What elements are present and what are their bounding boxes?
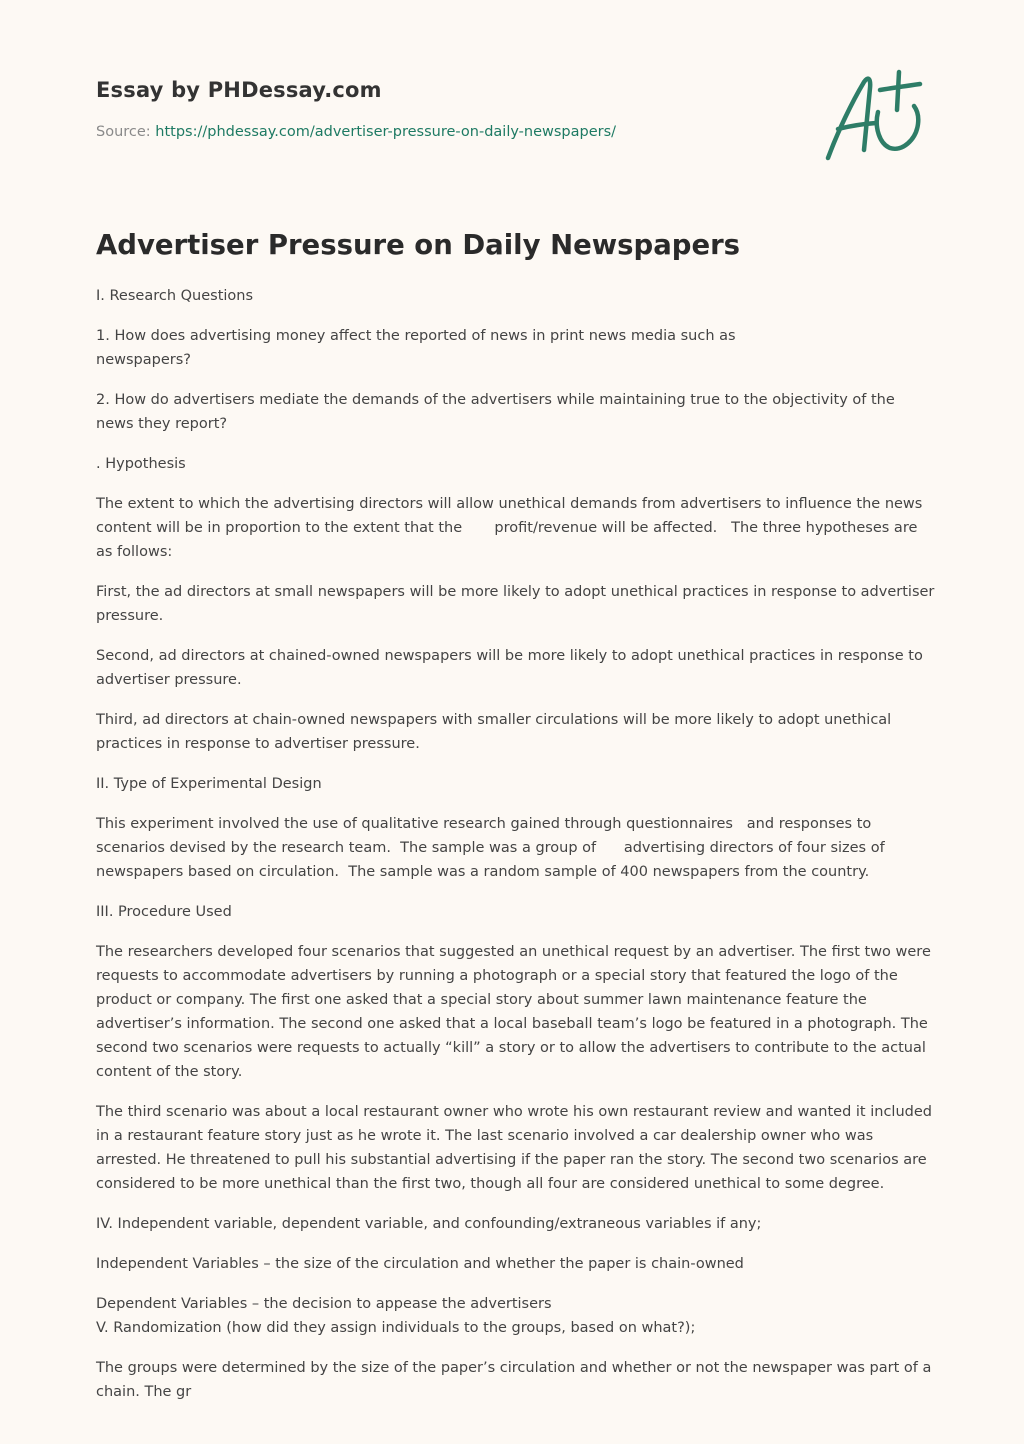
a-plus-logo-icon	[818, 66, 930, 170]
section-heading: IV. Independent variable, dependent variable, and confounding/extraneous variables if any;	[96, 1216, 762, 1232]
section-heading: III. Procedure Used	[96, 904, 232, 920]
essay-body	[96, 284, 936, 1420]
body-paragraph: The researchers developed four scenarios that suggested an unethical request by an advertiser. The first two were requests to accommodate advertisers by running a photograph or a special story that featured the logo of the product or company. The first one asked that a special story about summer lawn maintenance feature the advertiser’s information. The second one asked that a local baseball team’s logo be featured in a photograph. The second two scenarios were requests to actually “kill” a story or to allow the advertisers to contribute to the actual content of the story.	[96, 944, 931, 1080]
body-paragraph: Independent Variables – the size of the circulation and whether the paper is chain-owned	[96, 1256, 744, 1272]
body-paragraph: Third, ad directors at chain-owned newspapers with smaller circulations will be more likely to adopt unethical practices in response to advertiser pressure.	[96, 712, 892, 752]
source-line	[96, 122, 796, 142]
body-paragraph: The groups were determined by the size of the paper’s circulation and whether or not the newspaper was part of a chain. The gr	[96, 1360, 932, 1400]
section-heading: II. Type of Experimental Design	[96, 776, 322, 792]
body-paragraph: The extent to which the advertising directors will allow unethical demands from advertisers to influence the news content will be in proportion to the extent that the profit/revenue will be affected. The three hypotheses are as follows:	[96, 496, 927, 560]
section-heading: . Hypothesis	[96, 456, 186, 472]
body-paragraph: This experiment involved the use of qualitative research gained through questionnaires and responses to scenarios devised by the research team. The sample was a group of advertising directors of four sizes of newspapers based on circulation. The sample was a random sample of 400 newspapers from the country.	[96, 816, 890, 880]
body-paragraph: First, the ad directors at small newspapers will be more likely to adopt unethical practices in response to advertiser pressure.	[96, 584, 935, 624]
body-paragraph: The third scenario was about a local restaurant owner who wrote his own restaurant review and wanted it included in a restaurant feature story just as he wrote it. The last scenario involved a car dealership owner who was arrested. He threatened to pull his substantial advertising if the paper ran the story. The second two scenarios are considered to be more unethical than the first two, though all four are considered unethical to some degree.	[96, 1104, 932, 1192]
site-brand: Essay by PHDessay.com	[96, 78, 382, 102]
essay-title: Advertiser Pressure on Daily Newspapers	[96, 229, 741, 261]
essay-header	[96, 76, 796, 142]
body-paragraph: Dependent Variables – the decision to appease the advertisers V. Randomization (how did they assign individuals to the groups, based on what?);	[96, 1296, 696, 1336]
source-link[interactable]: https://phdessay.com/advertiser-pressure-on-daily-newspapers/	[155, 124, 617, 140]
section-heading: I. Research Questions	[96, 288, 254, 304]
research-question: 2. How do advertisers mediate the demands of the advertisers while maintaining true to the objectivity of the news they report?	[96, 392, 895, 432]
source-label: Source:	[96, 124, 156, 140]
body-paragraph: Second, ad directors at chained-owned newspapers will be more likely to adopt unethical practices in response to advertiser pressure.	[96, 648, 923, 688]
research-question: 1. How does advertising money affect the reported of news in print news media such as newspapers?	[96, 328, 736, 368]
